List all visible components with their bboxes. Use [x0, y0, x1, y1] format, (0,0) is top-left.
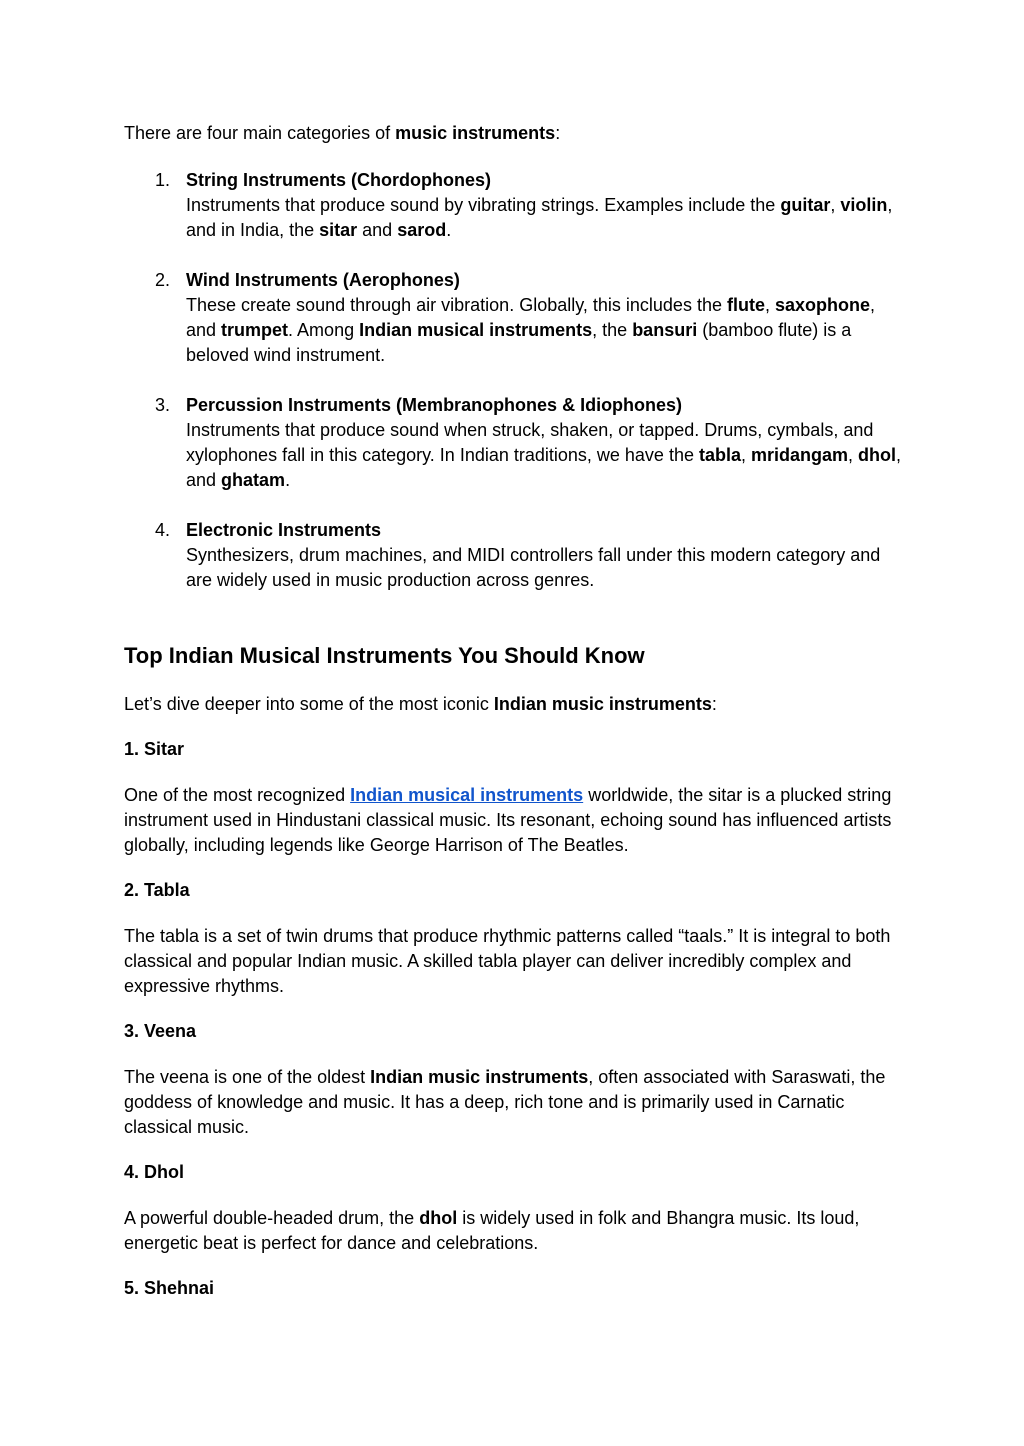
intro-paragraph [124, 121, 904, 146]
dive-text: Let’s dive deeper into some of the most iconic [124, 694, 494, 714]
item-text: , [764, 295, 775, 315]
item-bold: ghatam [221, 470, 286, 490]
dive-paragraph [124, 692, 904, 717]
item-text: , the [592, 320, 633, 340]
intro-bold: music instruments [395, 123, 556, 143]
section-heading: Top Indian Musical Instruments You Should Know [124, 643, 645, 668]
indian-musical-instruments-link[interactable]: Indian musical instruments [350, 785, 584, 805]
veena-paragraph [124, 1065, 904, 1140]
item-text: These create sound through air vibration. Globally, this includes the [186, 295, 727, 315]
list-number-4: 4. [155, 520, 171, 540]
item-bold: guitar [780, 195, 831, 215]
item-text: . Among [288, 320, 360, 340]
dhol-text: A powerful double-headed drum, the [124, 1208, 420, 1228]
dive-bold: Indian music instruments [493, 694, 712, 714]
item-text: . [285, 470, 291, 490]
item-bold: sarod [397, 220, 447, 240]
tabla-paragraph: The tabla is a set of twin drums that produce rhythmic patterns called “taals.” It is integral to both classical and popular Indian music. A skilled tabla player can deliver incredibly complex and expressive rhythms. [124, 926, 891, 996]
list-number-2: 2. [155, 270, 171, 290]
item-text: Instruments that produce sound by vibrating strings. Examples include the [186, 195, 781, 215]
veena-text: The veena is one of the oldest [124, 1067, 371, 1087]
item-bold: violin [840, 195, 888, 215]
item-bold: bansuri [632, 320, 698, 340]
item-bold: mridangam [751, 445, 849, 465]
subheading-dhol: 4. Dhol [124, 1162, 185, 1182]
item-text: . [446, 220, 452, 240]
sitar-text: One of the most recognized [124, 785, 351, 805]
dive-text-end: : [711, 694, 717, 714]
sitar-text-end: worldwide, the sitar is a plucked string instrument used in Hindustani classical music. Its resonant, echoing sound has influenced artists globally, including legends like George Harrison of The Beatles. [124, 785, 892, 855]
list-item-percussion [186, 393, 906, 493]
item-text: , and [186, 445, 902, 490]
item-text: Synthesizers, drum machines, and MIDI controllers fall under this modern category and are widely used in music production across genres. [186, 545, 881, 590]
item-bold: trumpet [221, 320, 289, 340]
item-bold: sitar [319, 220, 358, 240]
list-number-1: 1. [155, 170, 171, 190]
subheading-tabla: 2. Tabla [124, 880, 190, 900]
dhol-bold: dhol [419, 1208, 458, 1228]
dhol-paragraph [124, 1206, 904, 1256]
item-bold: Indian musical instruments [359, 320, 593, 340]
item-text: , and in India, the [186, 195, 893, 240]
item-bold: dhol [858, 445, 897, 465]
list-number-3: 3. [155, 395, 171, 415]
item-bold: flute [726, 295, 765, 315]
dhol-text-end: is widely used in folk and Bhangra music. Its loud, energetic beat is perfect for dance and celebrations. [124, 1208, 860, 1253]
list-item-electronic [186, 518, 906, 593]
sitar-paragraph [124, 783, 904, 858]
item-bold: saxophone [774, 295, 871, 315]
subheading-veena: 3. Veena [124, 1021, 197, 1041]
intro-text-end: : [555, 123, 561, 143]
item-bold: tabla [698, 445, 741, 465]
item-text: , [830, 195, 841, 215]
list-item-string [186, 168, 906, 243]
list-item-title: String Instruments (Chordophones) [186, 170, 491, 190]
subheading-sitar: 1. Sitar [124, 739, 185, 759]
list-item-title: Wind Instruments (Aerophones) [186, 270, 460, 290]
veena-bold: Indian music instruments [370, 1067, 589, 1087]
list-item-wind [186, 268, 906, 368]
item-text: , [740, 445, 751, 465]
item-text: , [848, 445, 859, 465]
subheading-shehnai: 5. Shehnai [124, 1278, 215, 1298]
list-item-title: Electronic Instruments [186, 520, 382, 540]
item-text: , and [186, 295, 876, 340]
item-text: Instruments that produce sound when struck, shaken, or tapped. Drums, cymbals, and xylophones fall in this category. In Indian traditions, we have the [186, 420, 874, 465]
list-item-title: Percussion Instruments (Membranophones & Idiophones) [186, 395, 683, 415]
item-text: and [357, 220, 398, 240]
item-text: (bamboo flute) is a beloved wind instrument. [186, 320, 852, 365]
veena-text-end: , often associated with Saraswati, the goddess of knowledge and music. It has a deep, rich tone and is primarily used in Carnatic classical music. [124, 1067, 886, 1137]
intro-text: There are four main categories of [124, 123, 396, 143]
